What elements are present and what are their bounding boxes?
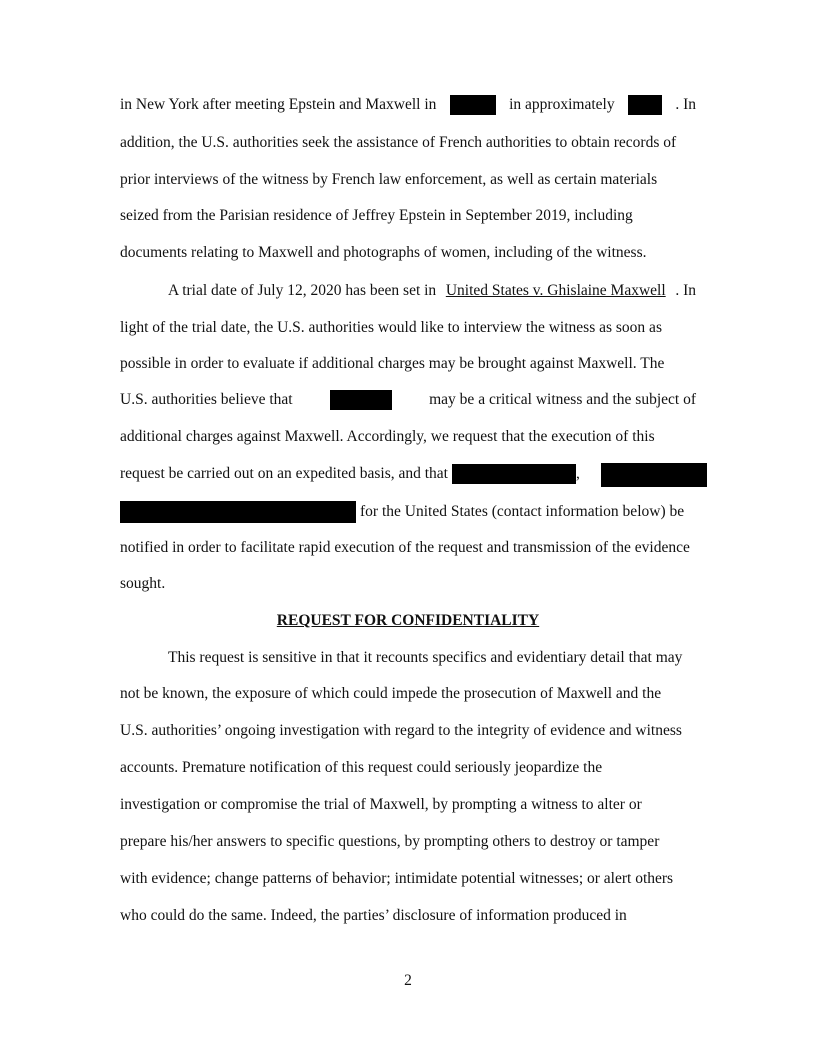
p3-line-4: accounts. Premature notification of this request could seriously jeopardize the — [120, 759, 603, 776]
p3-line-3: U.S. authorities’ ongoing investigation with regard to the integrity of evidence and witness — [120, 722, 682, 739]
p1-line-1-text-a: in New York after meeting Epstein and Maxwell in — [120, 96, 437, 113]
p2-line-1-text-b: . In — [675, 282, 696, 299]
p2-line-5: additional charges against Maxwell. Accordingly, we request that the execution of this — [120, 428, 655, 445]
p1-line-4: seized from the Parisian residence of Jeffrey Epstein in September 2019, including — [120, 207, 633, 224]
redaction-block — [601, 463, 707, 487]
p2-line-4 — [120, 390, 696, 410]
p3-line-7: with evidence; change patterns of behavior; intimidate potential witnesses; or alert others — [120, 870, 674, 887]
p2-line-9: sought. — [120, 575, 166, 592]
p2-line-3: possible in order to evaluate if additional charges may be brought against Maxwell. The — [120, 355, 665, 372]
p1-line-2: addition, the U.S. authorities seek the assistance of French authorities to obtain records of — [120, 134, 677, 151]
redaction-block — [330, 390, 392, 410]
section-heading-text: REQUEST FOR CONFIDENTIALITY — [276, 612, 540, 629]
p2-line-7-text: for the United States (contact information below) be — [360, 503, 685, 520]
p1-line-1-text-b: in approximately — [509, 96, 615, 113]
p1-line-3: prior interviews of the witness by French law enforcement, as well as certain materials — [120, 171, 658, 188]
p3-line-8: who could do the same. Indeed, the parties’ disclosure of information produced in — [120, 907, 627, 924]
p2-line-6-comma: , — [575, 465, 580, 482]
p3-line-5: investigation or compromise the trial of Maxwell, by prompting a witness to alter or — [120, 796, 642, 813]
p3-line-1: This request is sensitive in that it recounts specifics and evidentiary detail that may — [168, 649, 683, 666]
p2-line-2: light of the trial date, the U.S. authorities would like to interview the witness as soon as — [120, 319, 662, 336]
p2-line-1 — [168, 281, 696, 301]
p2-line-1-text-a: A trial date of July 12, 2020 has been set in — [168, 282, 437, 299]
section-heading — [120, 611, 696, 631]
p2-line-8: notified in order to facilitate rapid execution of the request and transmission of the evidence — [120, 539, 690, 556]
redaction-block — [450, 95, 496, 115]
p1-line-1-text-c: . In — [675, 96, 696, 113]
p2-line-4-text-b: may be a critical witness and the subject of — [429, 391, 696, 408]
p2-line-7 — [120, 501, 696, 523]
redaction-block — [452, 464, 576, 484]
redaction-block — [120, 501, 356, 523]
p1-line-1 — [120, 95, 696, 115]
p3-line-6: prepare his/her answers to specific questions, by prompting others to destroy or tamper — [120, 833, 660, 850]
p3-line-2: not be known, the exposure of which could impede the prosecution of Maxwell and the — [120, 685, 662, 702]
redaction-block — [628, 95, 662, 115]
p1-line-5: documents relating to Maxwell and photographs of women, including of the witness. — [120, 244, 647, 261]
p2-line-6-text-a: request be carried out on an expedited basis, and that — [120, 465, 448, 482]
case-name: United States v. Ghislaine Maxwell — [445, 282, 666, 299]
page-number: 2 — [404, 972, 412, 989]
p2-line-4-text-a: U.S. authorities believe that — [120, 391, 293, 408]
